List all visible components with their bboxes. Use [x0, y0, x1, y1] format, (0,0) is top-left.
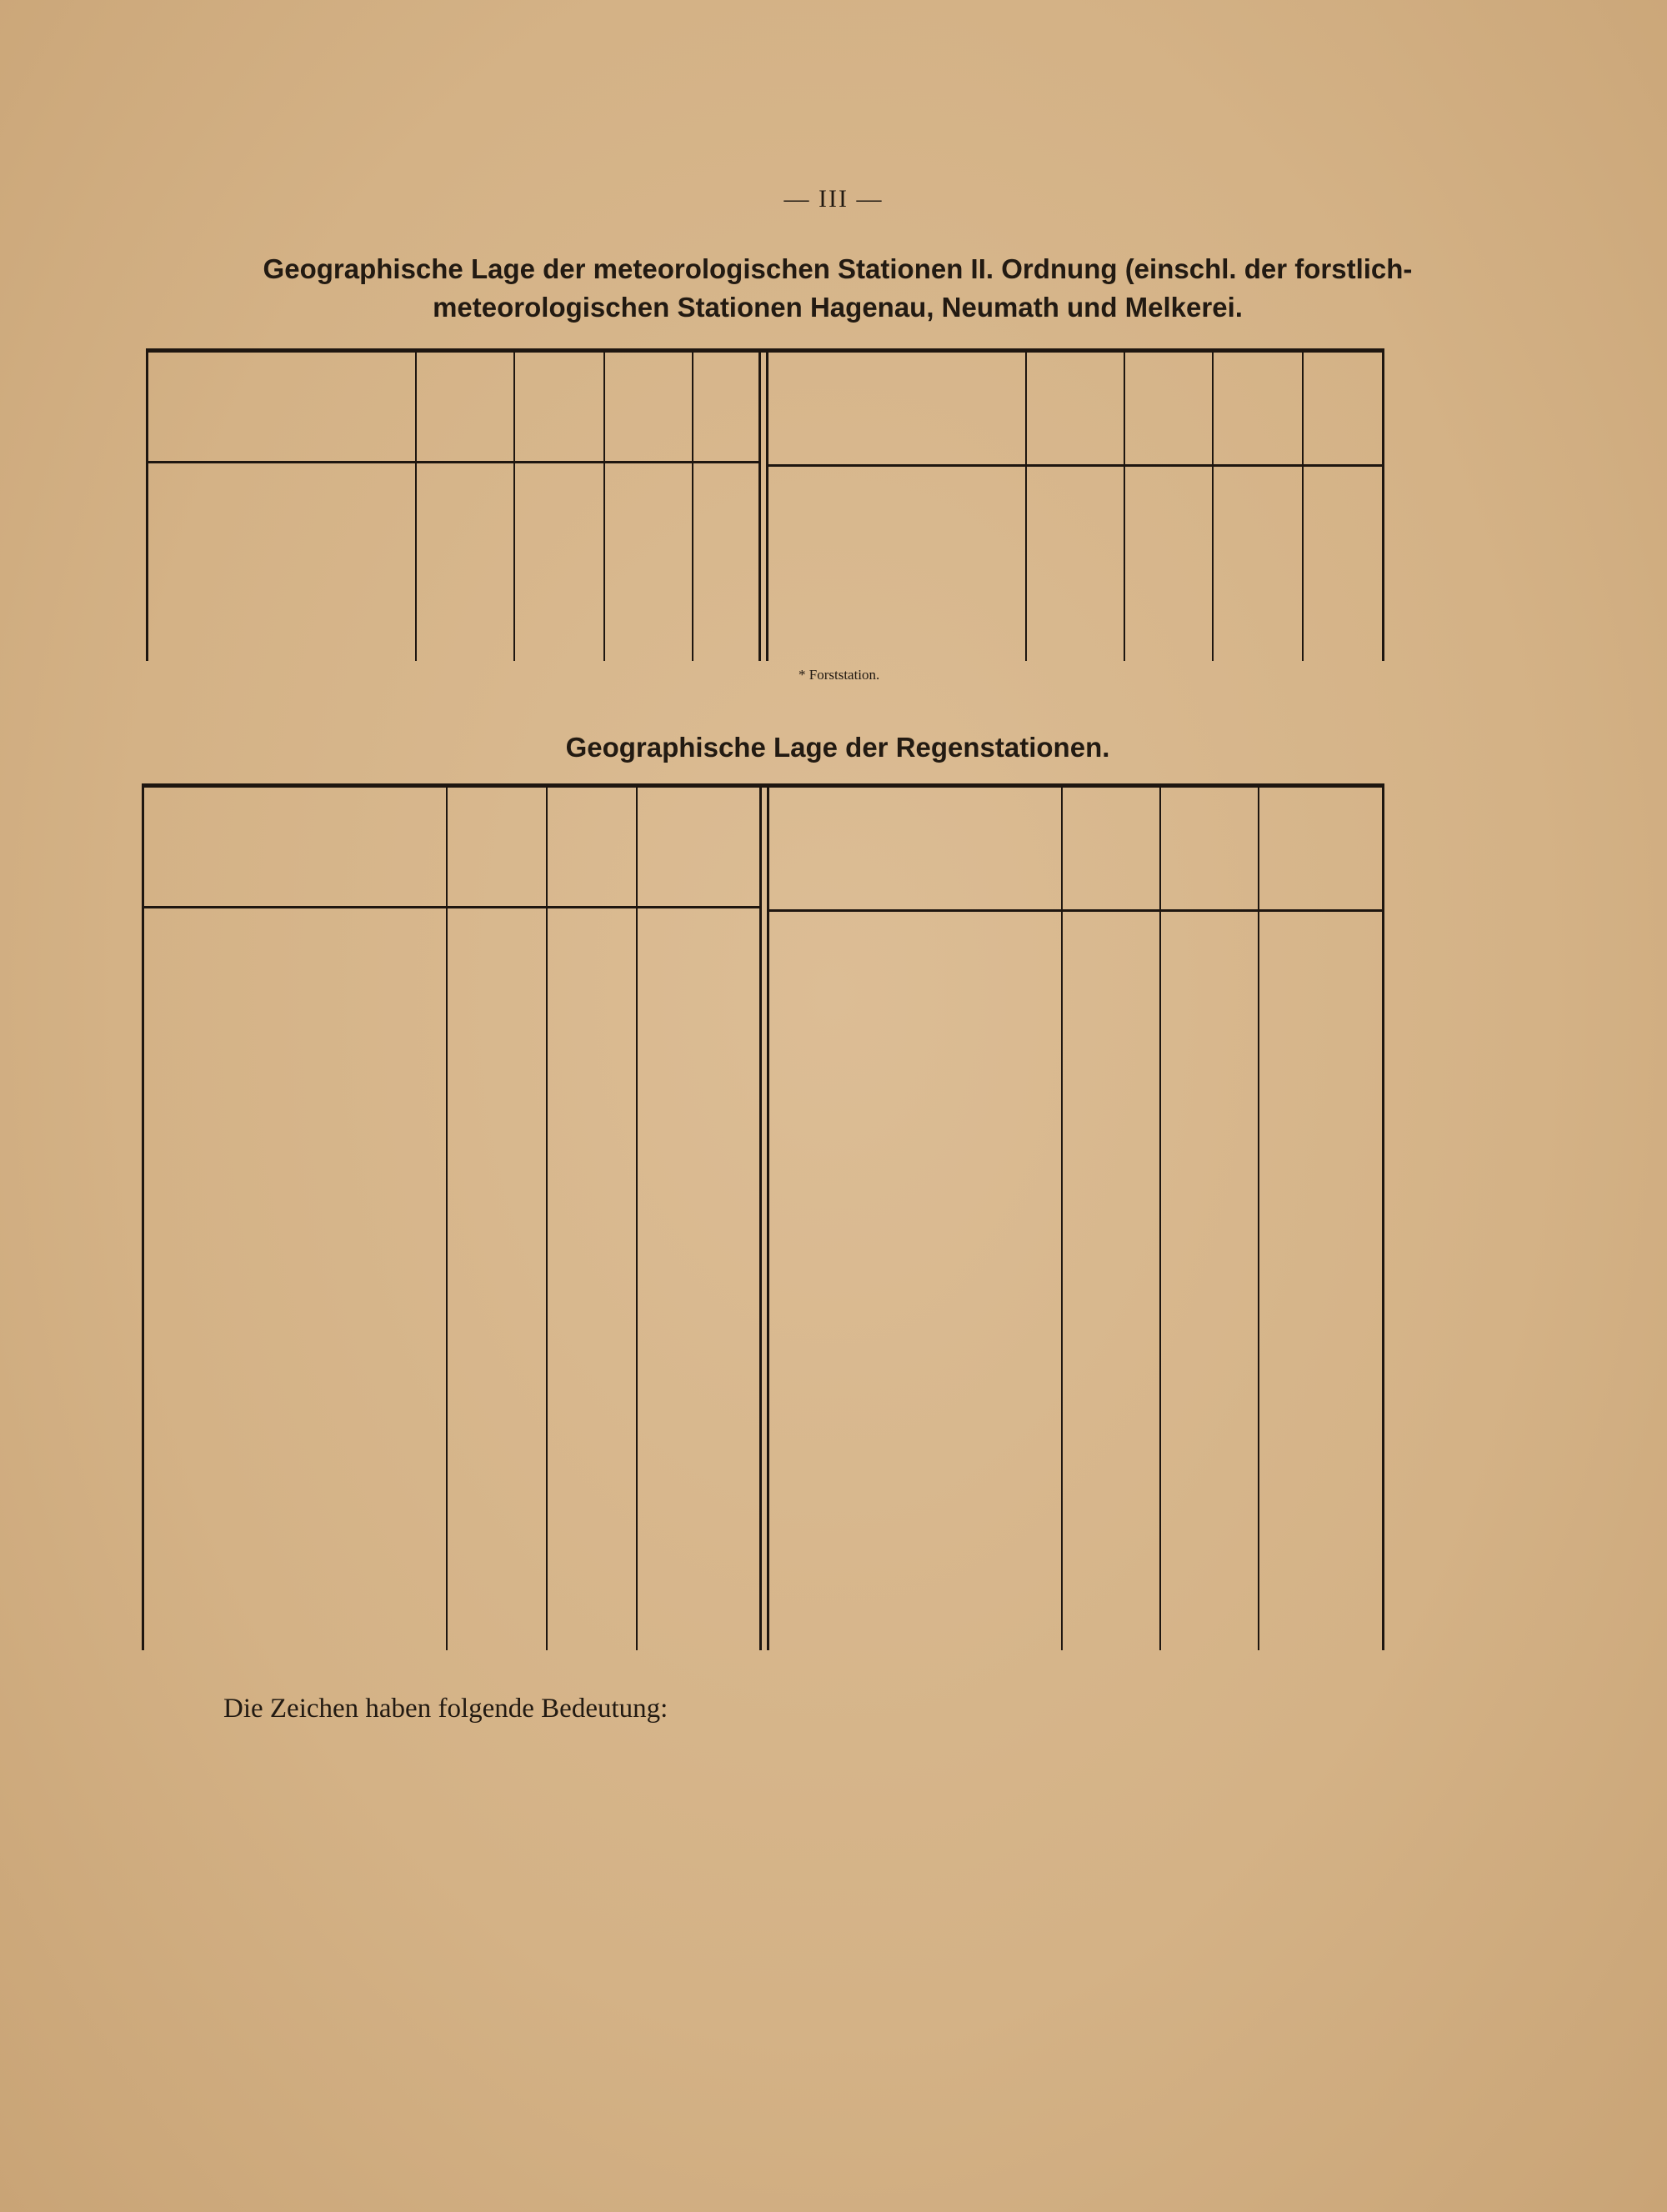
- rain-station-row: [769, 1072, 1382, 1093]
- rain-station-row: [769, 1399, 1382, 1421]
- rain-station-row: [144, 1433, 759, 1454]
- rain-station-row: [769, 984, 1382, 1006]
- header-ordnung: [1302, 353, 1377, 464]
- header-hoehe: [1258, 788, 1377, 909]
- legend-item: [497, 1777, 533, 1807]
- rain-station-row: [144, 1303, 759, 1324]
- legend-title: Die Zeichen haben folgende Bedeutung:: [223, 1694, 668, 1724]
- rain-station-row: [144, 1216, 759, 1238]
- header-station: [768, 353, 1027, 464]
- legend-item: [754, 1847, 791, 1877]
- rain-station-row: [769, 1290, 1382, 1312]
- rain-station-row: [144, 1368, 759, 1389]
- rain-station-row: [769, 1487, 1382, 1509]
- page-number: — III —: [783, 185, 884, 213]
- rain-station-row: [144, 1043, 759, 1064]
- rain-station-row: [144, 1584, 759, 1606]
- header-laenge: [415, 353, 515, 461]
- rain-station-row: [144, 1541, 759, 1563]
- legend-item: [1050, 1882, 1087, 1912]
- stations-table: [146, 348, 1384, 661]
- legend-item: [754, 1882, 791, 1912]
- station-row: [768, 571, 1382, 593]
- rain-station-row: [769, 1138, 1382, 1159]
- footnote: * Forststation.: [798, 667, 880, 683]
- rain-station-row: [144, 1108, 759, 1129]
- rain-station-row: [144, 956, 759, 978]
- rain-station-row: [769, 1334, 1382, 1356]
- legend-item: [233, 1882, 270, 1912]
- rain-station-row: [144, 1389, 759, 1411]
- rain-station-row: [769, 1181, 1382, 1203]
- rain-station-row: [769, 1553, 1382, 1574]
- rain-station-row: [144, 1086, 759, 1108]
- rain-station-row: [144, 1454, 759, 1476]
- rain-station-row: [769, 1116, 1382, 1138]
- rain-station-row: [144, 1498, 759, 1519]
- legend-item: [233, 1812, 270, 1842]
- legend-item: [1050, 1777, 1087, 1807]
- header-laenge: [1061, 788, 1161, 909]
- station-row: [148, 528, 758, 550]
- station-row: [148, 548, 758, 570]
- header-hoehe: [1212, 353, 1304, 464]
- rain-station-row: [144, 978, 759, 999]
- rain-stations-table: [142, 783, 1384, 1650]
- legend-item: [754, 1777, 791, 1807]
- legend-item: [497, 1812, 533, 1842]
- rain-station-row: [144, 1173, 759, 1194]
- legend-item: [233, 1847, 270, 1877]
- rain-station-row: [769, 1203, 1382, 1224]
- header-hoehe: [636, 788, 754, 906]
- header-ordnung: [692, 353, 758, 461]
- header-breite: [1159, 788, 1259, 909]
- rain-station-row: [144, 1346, 759, 1368]
- station-row: [148, 629, 758, 651]
- rain-station-row: [769, 1225, 1382, 1247]
- header-station: [148, 353, 417, 461]
- rain-station-row: [144, 1238, 759, 1259]
- legend-item: [233, 1777, 270, 1807]
- header-breite: [546, 788, 638, 906]
- station-row: [768, 552, 1382, 573]
- rain-station-row: [144, 1151, 759, 1173]
- station-row: [768, 630, 1382, 652]
- header-breite: [513, 353, 605, 461]
- rain-station-row: [769, 1247, 1382, 1269]
- stations-table-right: [768, 353, 1382, 661]
- rain-station-row: [769, 1421, 1382, 1443]
- rain-station-row: [144, 1064, 759, 1086]
- table-header: [769, 788, 1382, 912]
- rain-station-row: [144, 1021, 759, 1043]
- rain-station-row: [769, 1312, 1382, 1334]
- legend-item: [497, 1742, 533, 1772]
- station-row: [768, 591, 1382, 613]
- table2-title: Geographische Lage der Regenstationen.: [565, 732, 1110, 763]
- rain-station-row: [769, 1028, 1382, 1050]
- legend-item: [497, 1847, 533, 1877]
- rain-station-row: [769, 941, 1382, 963]
- rain-station-row: [769, 1378, 1382, 1399]
- station-row: [768, 532, 1382, 553]
- stations-table-left: [148, 353, 758, 661]
- station-row: [148, 589, 758, 611]
- rain-station-row: [769, 963, 1382, 984]
- rain-station-row: [769, 1530, 1382, 1552]
- legend-item: [754, 1812, 791, 1842]
- rain-station-row: [144, 1519, 759, 1541]
- station-row: [768, 493, 1382, 514]
- legend-item: [233, 1742, 270, 1772]
- header-station: [144, 788, 448, 906]
- rain-station-row: [769, 1356, 1382, 1378]
- rain-station-row: [769, 1509, 1382, 1530]
- rain-station-row: [144, 1476, 759, 1498]
- header-laenge: [446, 788, 548, 906]
- rain-station-row: [144, 1324, 759, 1346]
- header-breite: [1124, 353, 1214, 464]
- rain-station-row: [144, 999, 759, 1021]
- table-header: [148, 353, 758, 463]
- table1-title-line2: meteorologischen Stationen Hagenau, Neumath und Melkerei.: [433, 292, 1243, 323]
- station-row: [768, 513, 1382, 534]
- rain-stations-table-left: [144, 788, 759, 1650]
- station-row: [148, 609, 758, 631]
- legend-item: [754, 1742, 791, 1772]
- rain-station-row: [144, 934, 759, 956]
- header-hoehe: [603, 353, 693, 461]
- station-row: [148, 508, 758, 529]
- legend-item: [497, 1882, 533, 1912]
- legend-item: [1050, 1847, 1087, 1877]
- header-laenge: [1025, 353, 1125, 464]
- rain-stations-table-right: [769, 788, 1382, 1650]
- table-header: [144, 788, 759, 908]
- rain-station-row: [144, 1194, 759, 1216]
- legend-item: [1050, 1742, 1087, 1772]
- station-row: [148, 488, 758, 509]
- rain-station-row: [144, 1563, 759, 1584]
- rain-station-row: [144, 1411, 759, 1433]
- table-header: [768, 353, 1382, 467]
- rain-station-row: [144, 1129, 759, 1151]
- rain-station-row: [769, 1444, 1382, 1465]
- rain-station-row: [144, 1606, 759, 1628]
- legend-item: [1050, 1812, 1087, 1842]
- rain-station-row: [769, 1093, 1382, 1115]
- rain-station-row: [769, 1050, 1382, 1072]
- table1-title-line1: Geographische Lage der meteorologischen Stationen II. Ordnung (einschl. der forstlich-: [263, 253, 1413, 284]
- station-row: [768, 611, 1382, 633]
- rain-station-row: [769, 1596, 1382, 1618]
- rain-station-row: [769, 1159, 1382, 1181]
- rain-station-row: [769, 1465, 1382, 1487]
- rain-station-row: [144, 1281, 759, 1303]
- table1-title: [133, 250, 1542, 327]
- station-row: [148, 568, 758, 590]
- rain-station-row: [144, 1259, 759, 1281]
- rain-station-row: [769, 1574, 1382, 1596]
- header-station: [769, 788, 1063, 909]
- rain-station-row: [769, 1007, 1382, 1028]
- rain-station-row: [769, 1269, 1382, 1290]
